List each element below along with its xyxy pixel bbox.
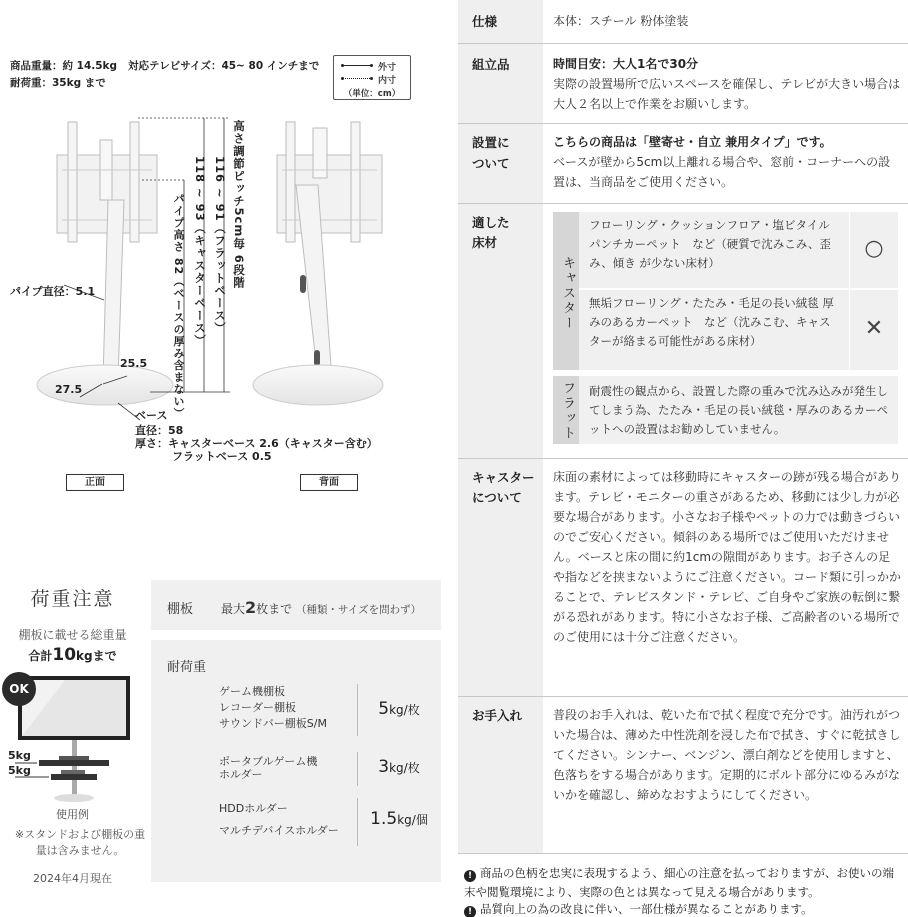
- assembly-time: 時間目安：大人1名で30分: [553, 57, 699, 71]
- spec-row-caster: [458, 459, 908, 697]
- floor-head-1: 適した: [472, 215, 510, 230]
- date-note: 2024年4月現在: [33, 872, 112, 885]
- flat-label: フラット: [553, 376, 579, 444]
- load-capacity-head: 耐荷重: [167, 660, 207, 675]
- caster-head-2: について: [472, 490, 522, 505]
- caution-title: 荷重注意: [30, 588, 115, 610]
- base-flat-thickness: フラットベース 0.5: [172, 450, 272, 463]
- footnote-color: ! 商品の色柄を忠実に表現するよう、細心の注意を払っておりますが、お使いの端末や閲覧環境により、実際の色とは異なって見える場合があります。: [464, 866, 894, 899]
- material-text: 本体：スチール 粉体塗装: [553, 14, 689, 28]
- load-limit: 耐荷重：35kg まで: [10, 77, 106, 89]
- caster-text: 床面の素材によっては移動時にキャスターの跡が残る場合があります。テレビ・モニターの重さがあるため、移動には少し力が必要な場合があります。小さなお子様やペットの力では動きづらいのでご安心ください。傾斜のある場所ではご使用いただけません。ベースと床の間に約1cmの隙間があります。お子さんの足や指などを挟まないようにご注意ください。コード類に引っかかることで、テレビスタンド・テレビ、ご自身やご家族の転倒に繋がる恐れがあります。特に小さなお子様、ご高齢者のいる場所でのご使用には十分ご注意ください。: [553, 470, 902, 644]
- pipe-height-label: パイプ高さ 82（ベースの厚み含まない）: [172, 193, 185, 420]
- install-text: ベースが壁から5cm以上離れる場合や、窓前・コーナーへの設置は、当商品をご使用ください。: [553, 155, 891, 189]
- spec-row-floor: [458, 204, 908, 459]
- dim-25-5: 25.5: [120, 357, 148, 370]
- floor-ok-mark: ○: [850, 212, 898, 288]
- assembly-head: 組立品: [472, 57, 510, 72]
- shelf-limit-value: 最大2枚まで （種類・サイズを問わず）: [221, 598, 422, 617]
- shelf-head: 棚板: [167, 602, 194, 617]
- caster-height-range: 118 ~ 93（キャスターベース）: [193, 156, 207, 347]
- floor-head-2: 床材: [472, 235, 498, 250]
- legend-inner: 内寸: [378, 76, 397, 86]
- legend-unit: （単位：cm）: [343, 89, 401, 99]
- shelf-weight-1: 5kg: [8, 749, 31, 762]
- floor-ng-text: 無垢フローリング・たたみ・毛足の長い絨毯 厚みのあるカーペット など（沈みこむ、キャスターが絡まる可能性がある床材）: [579, 290, 849, 370]
- tv-size: 対応テレビサイズ：45~ 80 インチまで: [128, 60, 320, 72]
- warning-icon: !: [464, 906, 476, 917]
- weight-exclusion-note: ※スタンドおよび棚板の重量は含みません。: [14, 828, 146, 857]
- spec-row-assembly: [458, 44, 908, 124]
- legend-outer: 外寸: [378, 63, 397, 73]
- shelf-limit-box: [151, 580, 441, 630]
- back-stand-drawing: [253, 122, 383, 405]
- dim-27-5: 27.5: [55, 383, 83, 396]
- care-head: お手入れ: [472, 708, 523, 723]
- base-label: ベース: [135, 409, 168, 422]
- use-example-label: 使用例: [56, 808, 89, 821]
- caster-head-1: キャスター: [472, 470, 535, 485]
- ok-badge: OK: [2, 672, 36, 706]
- pipe-diameter-label: パイプ直径：5.1: [10, 285, 96, 298]
- product-weight: 商品重量：約 14.5kg: [10, 60, 118, 72]
- caution-total: 合計10kgまで: [28, 645, 117, 665]
- warning-icon: !: [464, 870, 476, 882]
- load-capacity-box: 耐荷重 ゲーム機棚板 レコーダー棚板 サウンドバー棚板S/M 5kg/枚 ポータブルゲーム機 ホルダー 3kg/枚 HDDホルダー マルチデバイスホルダー 1.5kg/個: [151, 640, 441, 882]
- base-diameter: 直径：58: [135, 424, 184, 437]
- floor-ok-text: フローリング・クッションフロア・塩ビタイル パンチカーペット など（硬質で沈みこみ、歪み、傾き が少ない床材）: [579, 212, 849, 288]
- pitch-label: 高さ調節ピッチ5cm毎 6段階: [232, 120, 246, 289]
- install-head-2: ついて: [472, 156, 510, 171]
- back-view-label: 背面: [300, 474, 358, 491]
- material-head: 仕様: [472, 14, 498, 29]
- spec-row-material: [458, 0, 908, 44]
- caution-subtitle: 棚板に載せる総重量: [18, 628, 127, 642]
- install-head-1: 設置に: [472, 135, 510, 150]
- spec-table: [458, 0, 908, 917]
- base-thickness: 厚さ：キャスターベース 2.6（キャスター含む）: [135, 437, 378, 450]
- spec-row-care: [458, 697, 908, 854]
- install-type: こちらの商品は「壁寄せ・自立 兼用タイプ」です。: [553, 135, 832, 149]
- front-view-label: 正面: [66, 474, 124, 491]
- flat-text: 耐震性の観点から、設置した際の重みで沈み込みが発生してしまう為、たたみ・毛足の長い絨毯・厚みのあるカーペットへの設置はお勧めしていません。: [579, 376, 898, 444]
- spec-row-install: [458, 124, 908, 204]
- shelf-weight-2: 5kg: [8, 764, 31, 777]
- caster-label: キャスター: [553, 212, 579, 370]
- assembly-text: 実際の設置場所で広いスペースを確保し、テレビが大きい場合は大人２名以上で作業をお願いします。: [553, 77, 901, 111]
- dimension-legend: [333, 55, 411, 100]
- front-stand-drawing: [37, 122, 173, 420]
- floor-ng-mark: ✕: [850, 290, 898, 370]
- care-text: 普段のお手入れは、乾いた布で拭く程度で充分です。油汚れがついた場合は、薄めた中性洗剤を浸した布で拭き、すぐに乾拭きしてください。シンナー、ベンジン、漂白剤などを使用しますと、色落ちをする場合があります。定期的にボルト部分にゆるみがないかを確認し、締めなおすようにしてください。: [553, 708, 901, 802]
- flat-height-range: 116 ~ 91（フラットベース）: [213, 156, 227, 335]
- footnote-spec: ! 品質向上の為の改良に伴い、一部仕様が異なることがあります。: [464, 900, 813, 917]
